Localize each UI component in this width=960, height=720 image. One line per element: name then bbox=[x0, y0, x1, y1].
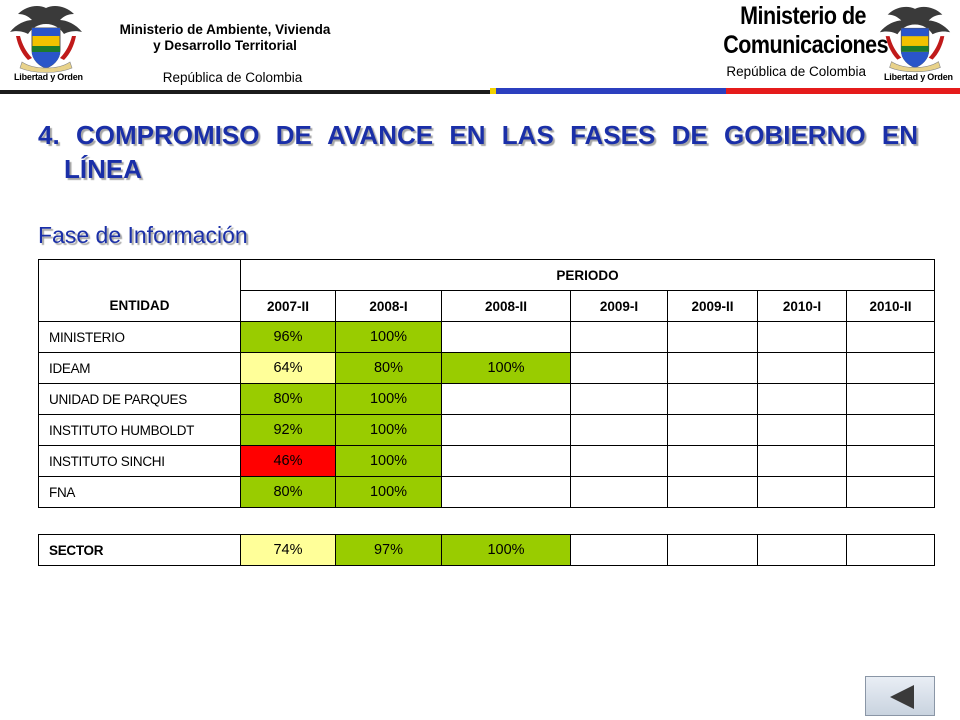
progress-cell bbox=[847, 477, 935, 508]
period-group-header: PERIODO bbox=[241, 260, 935, 291]
progress-cell bbox=[847, 353, 935, 384]
progress-cell bbox=[668, 384, 758, 415]
progress-cell bbox=[571, 477, 668, 508]
progress-cell: 100% bbox=[336, 322, 442, 353]
table-row bbox=[39, 477, 935, 508]
header-stripe-black bbox=[0, 90, 490, 94]
period-header: 2007-II bbox=[241, 291, 336, 322]
left-republic-label: República de Colombia bbox=[162, 70, 303, 85]
progress-cell: 100% bbox=[336, 477, 442, 508]
progress-cell bbox=[668, 415, 758, 446]
left-motto: Libertad y Orden bbox=[14, 72, 83, 82]
progress-cell bbox=[571, 446, 668, 477]
previous-slide-button[interactable] bbox=[865, 676, 935, 716]
period-header: 2010-I bbox=[758, 291, 847, 322]
table-header-row-1 bbox=[39, 260, 935, 291]
entity-name: IDEAM bbox=[39, 353, 241, 384]
entity-name: INSTITUTO HUMBOLDT bbox=[39, 415, 241, 446]
right-ministry-line1: Ministerio de bbox=[740, 2, 866, 30]
phase-subtitle: Fase de Información bbox=[38, 222, 248, 248]
progress-cell bbox=[442, 322, 571, 353]
header-stripe-red bbox=[726, 88, 960, 94]
entity-name: UNIDAD DE PARQUES bbox=[39, 384, 241, 415]
progress-cell bbox=[668, 353, 758, 384]
progress-cell bbox=[442, 477, 571, 508]
period-header: 2008-I bbox=[336, 291, 442, 322]
spacer-cell bbox=[39, 508, 935, 535]
progress-cell bbox=[571, 384, 668, 415]
right-republic-label: República de Colombia bbox=[726, 64, 866, 79]
progress-cell bbox=[442, 384, 571, 415]
progress-cell bbox=[758, 535, 847, 566]
entity-name: INSTITUTO SINCHI bbox=[39, 446, 241, 477]
progress-cell bbox=[758, 384, 847, 415]
progress-cell: 80% bbox=[241, 384, 336, 415]
progress-cell bbox=[571, 415, 668, 446]
table-row bbox=[39, 446, 935, 477]
progress-cell bbox=[847, 415, 935, 446]
progress-cell: 80% bbox=[336, 353, 442, 384]
table-row bbox=[39, 384, 935, 415]
table-row bbox=[39, 415, 935, 446]
table-row bbox=[39, 322, 935, 353]
header-stripe-blue bbox=[496, 88, 726, 94]
progress-cell bbox=[668, 322, 758, 353]
progress-cell bbox=[847, 446, 935, 477]
progress-cell: 100% bbox=[336, 446, 442, 477]
progress-cell: 92% bbox=[241, 415, 336, 446]
slide-title-line2: LÍNEA bbox=[64, 154, 142, 184]
progress-cell bbox=[668, 535, 758, 566]
progress-cell bbox=[847, 322, 935, 353]
progress-cell: 64% bbox=[241, 353, 336, 384]
entity-name: FNA bbox=[39, 477, 241, 508]
entity-column-header: ENTIDAD bbox=[39, 260, 241, 322]
entity-name: MINISTERIO bbox=[39, 322, 241, 353]
sector-total-row bbox=[39, 535, 935, 566]
progress-cell: 74% bbox=[241, 535, 336, 566]
right-ministry-line2: Comunicaciones bbox=[723, 31, 889, 59]
slide-title-line1: 4. COMPROMISO DE AVANCE EN LAS FASES DE GOBIERNO EN bbox=[38, 120, 918, 150]
progress-cell bbox=[442, 415, 571, 446]
progress-cell bbox=[758, 415, 847, 446]
progress-cell bbox=[668, 477, 758, 508]
slide-title bbox=[38, 118, 918, 186]
triangle-left-icon bbox=[886, 683, 916, 711]
progress-cell bbox=[758, 322, 847, 353]
left-ministry-name bbox=[100, 22, 350, 54]
left-ministry-line2: y Desarrollo Territorial bbox=[153, 38, 297, 53]
period-header: 2009-II bbox=[668, 291, 758, 322]
progress-cell: 97% bbox=[336, 535, 442, 566]
progress-cell: 100% bbox=[336, 384, 442, 415]
period-header: 2008-II bbox=[442, 291, 571, 322]
progress-table bbox=[38, 259, 935, 566]
progress-cell bbox=[758, 446, 847, 477]
progress-cell bbox=[847, 384, 935, 415]
progress-cell bbox=[758, 477, 847, 508]
progress-cell: 100% bbox=[442, 535, 571, 566]
entity-name: SECTOR bbox=[39, 535, 241, 566]
progress-cell bbox=[571, 322, 668, 353]
table-row bbox=[39, 353, 935, 384]
right-motto: Libertad y Orden bbox=[884, 72, 953, 82]
period-header: 2009-I bbox=[571, 291, 668, 322]
progress-cell bbox=[571, 535, 668, 566]
progress-cell: 80% bbox=[241, 477, 336, 508]
left-ministry-line1: Ministerio de Ambiente, Vivienda bbox=[119, 22, 331, 37]
progress-cell: 100% bbox=[336, 415, 442, 446]
progress-cell: 100% bbox=[442, 353, 571, 384]
progress-cell: 46% bbox=[241, 446, 336, 477]
progress-cell bbox=[571, 353, 668, 384]
table-spacer-row bbox=[39, 508, 935, 535]
progress-cell: 96% bbox=[241, 322, 336, 353]
progress-cell bbox=[758, 353, 847, 384]
progress-cell bbox=[847, 535, 935, 566]
right-ministry-name bbox=[723, 2, 889, 60]
period-header: 2010-II bbox=[847, 291, 935, 322]
progress-cell bbox=[668, 446, 758, 477]
progress-cell bbox=[442, 446, 571, 477]
